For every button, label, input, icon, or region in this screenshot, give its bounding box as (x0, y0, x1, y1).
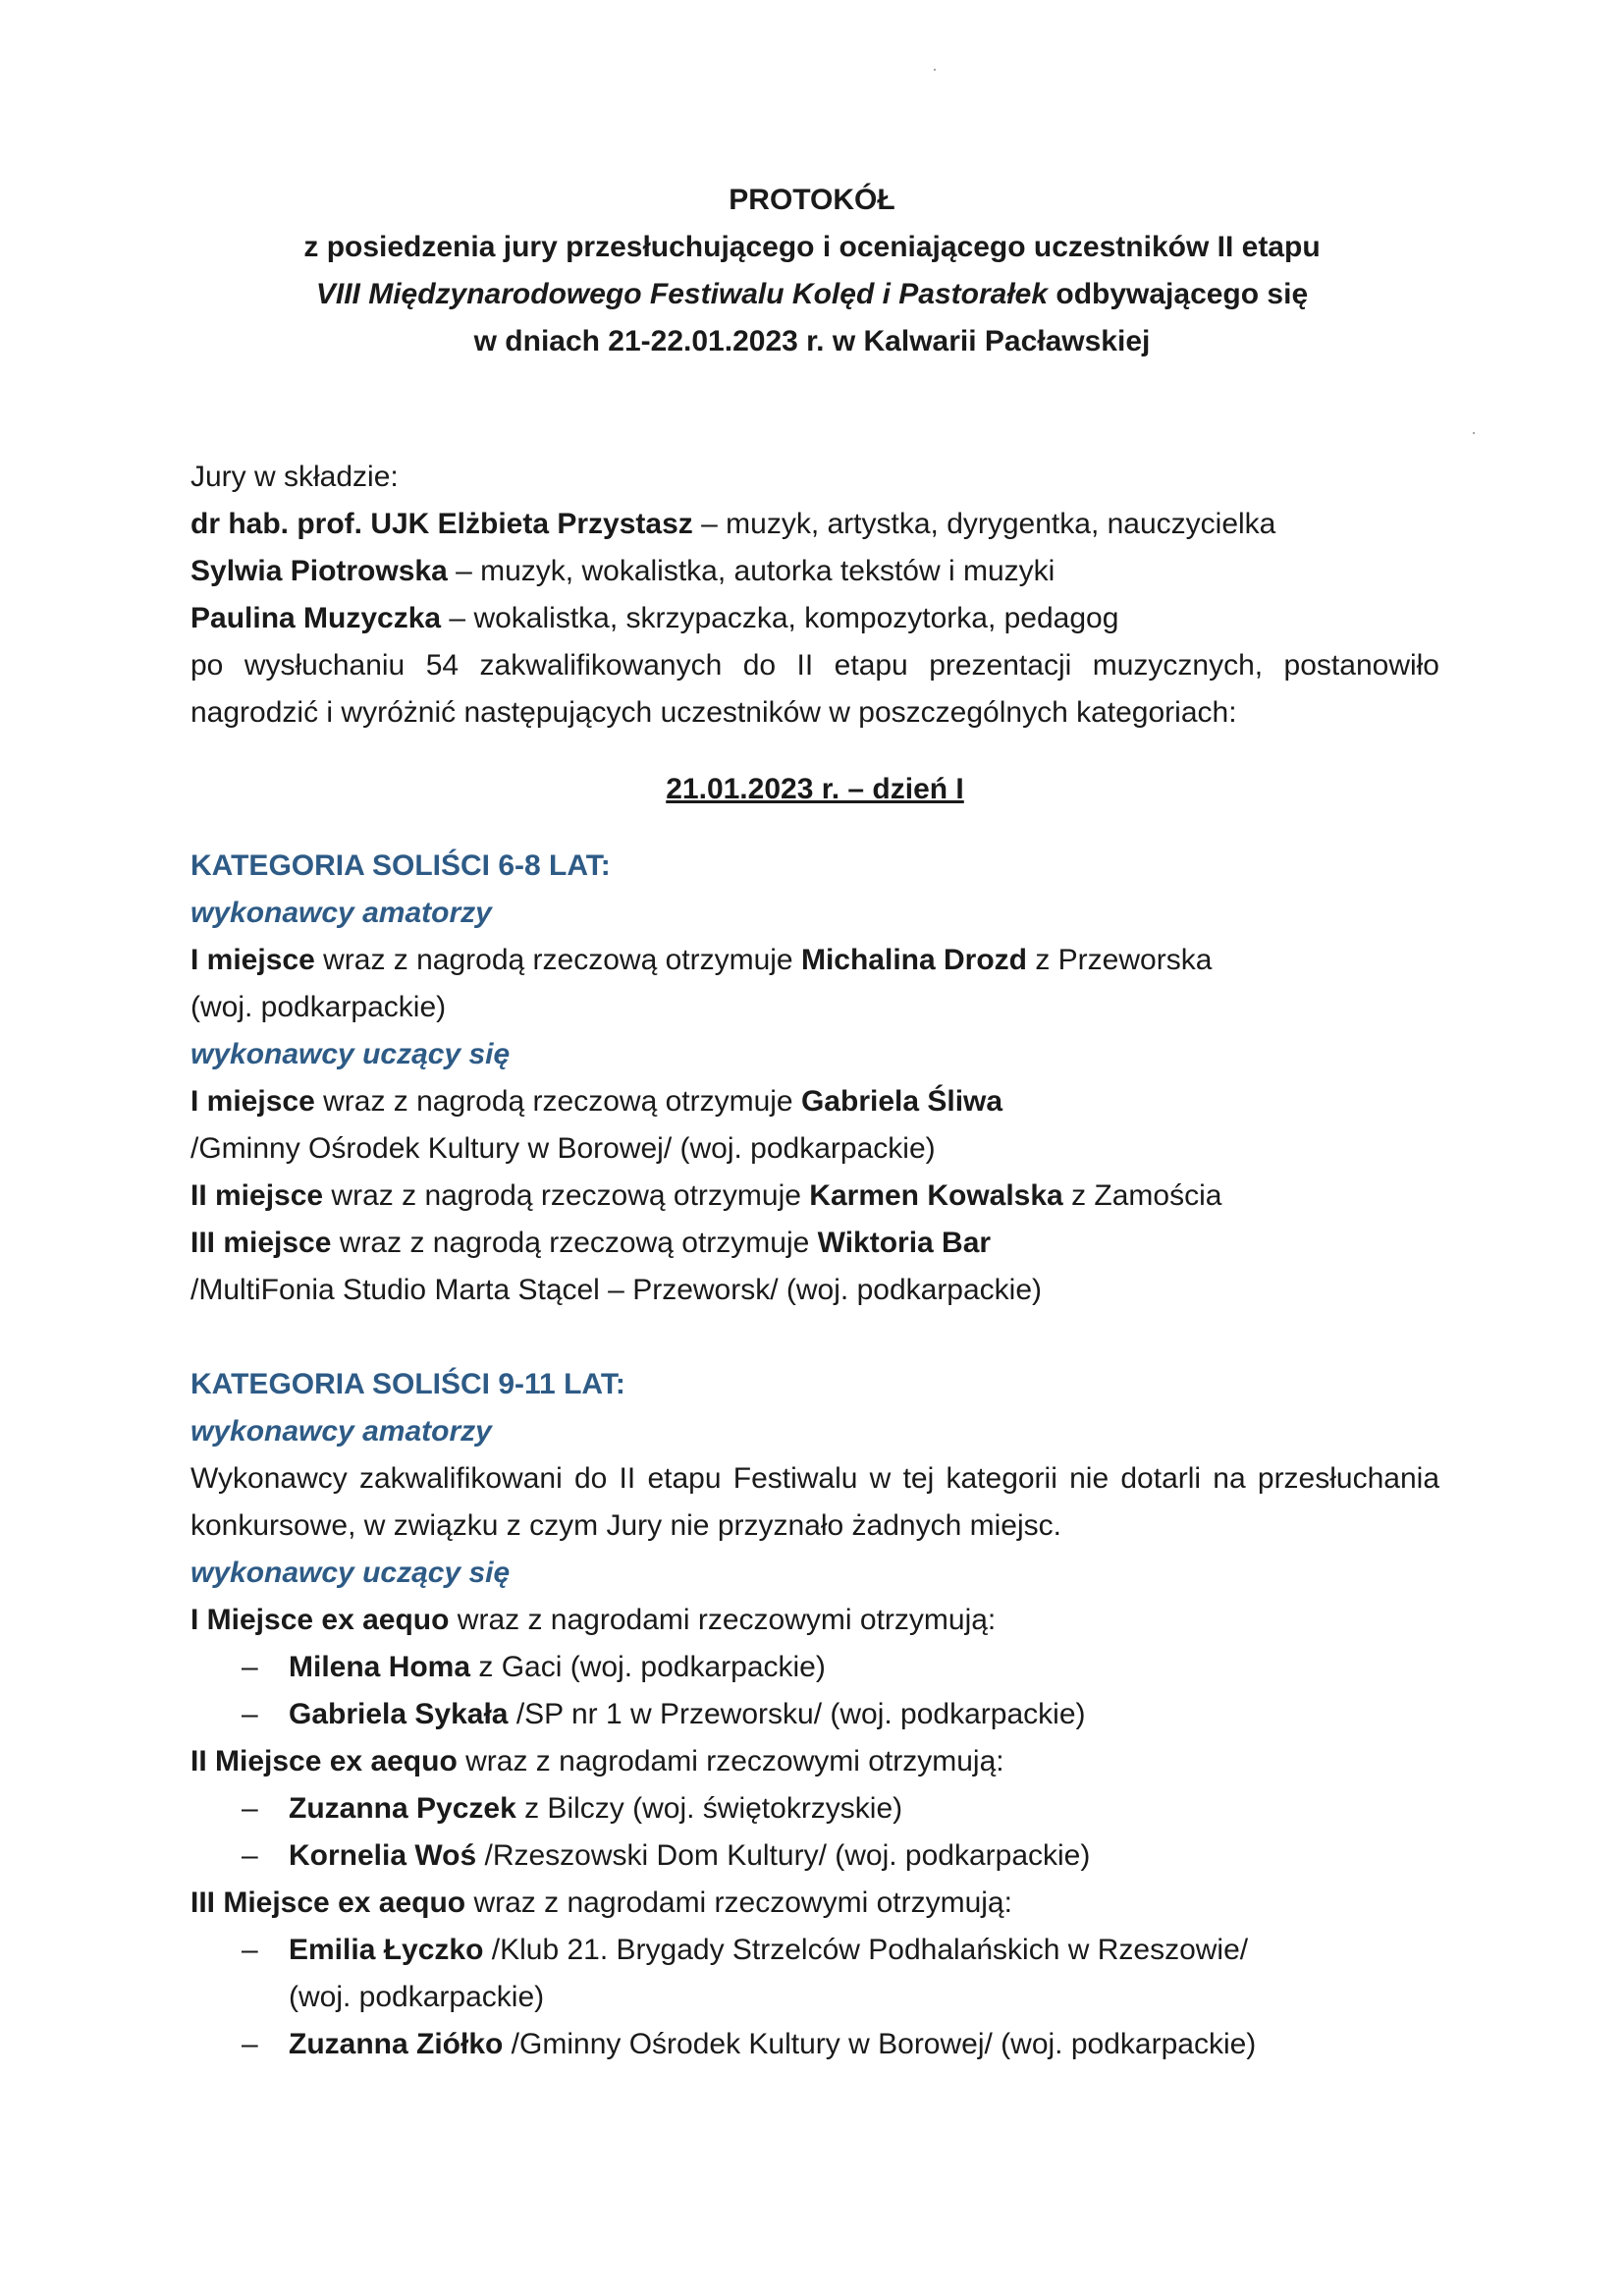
list-item-continued: (woj. podkarpackie) (289, 1981, 545, 2013)
list-item: – Zuzanna Pyczek z Bilczy (woj. świętokrzyskie) (190, 1785, 1439, 1832)
subcategory-label: wykonawcy uczący się (190, 1557, 511, 1589)
list-item: – Kornelia Woś /Rzeszowski Dom Kultury/ (woj. podkarpackie) (190, 1832, 1439, 1880)
award-entry: III miejsce wraz z nagrodą rzeczową otrzymuje Wiktoria Bar (190, 1227, 992, 1259)
subcategory-label: wykonawcy uczący się (190, 1038, 511, 1070)
jury-member: dr hab. prof. UJK Elżbieta Przystasz – muzyk, artystka, dyrygentka, nauczycielka (190, 508, 1276, 540)
jury-intro: Jury w składzie: (190, 461, 399, 493)
list-item: – Zuzanna Ziółko /Gminny Ośrodek Kultury w Borowej/ (woj. podkarpackie) (190, 2021, 1439, 2068)
jury-member: Sylwia Piotrowska – muzyk, wokalistka, autorka tekstów i muzyki (190, 555, 1056, 587)
dash-bullet: – (242, 1651, 258, 1683)
award-group-heading: III Miejsce ex aequo wraz z nagrodami rzeczowymi otrzymują: (190, 1886, 1012, 1919)
award-group-heading: II Miejsce ex aequo wraz z nagrodami rzeczowymi otrzymują: (190, 1745, 1004, 1777)
festival-name: VIII Międzynarodowego Festiwalu Kolęd i Pastorałek (315, 278, 1049, 310)
jury-decision-line: nagrodzić i wyróżnić następujących uczestników w poszczególnych kategoriach: (190, 696, 1237, 729)
category-title: KATEGORIA SOLIŚCI 9-11 LAT: (190, 1368, 625, 1400)
document-header (190, 177, 1434, 365)
note-line: konkursowe, w związku z czym Jury nie przyznało żadnych miejsc. (190, 1509, 1061, 1542)
list-item: – Gabriela Sykała /SP nr 1 w Przeworsku/ (woj. podkarpackie) (190, 1691, 1439, 1738)
spacer (190, 1314, 1439, 1361)
subcategory-label: wykonawcy amatorzy (190, 897, 492, 929)
document-body (190, 454, 1439, 2068)
dash-bullet: – (242, 1839, 258, 1872)
header-line-3: w dniach 21-22.01.2023 r. w Kalwarii Pacławskiej (473, 325, 1151, 357)
day-heading: 21.01.2023 r. – dzień I (666, 773, 964, 805)
award-entry: I miejsce wraz z nagrodą rzeczową otrzymuje Gabriela Śliwa (190, 1085, 1003, 1118)
award-entry: I miejsce wraz z nagrodą rzeczową otrzymuje Michalina Drozd z Przeworska (190, 944, 1213, 976)
jury-member: Paulina Muzyczka – wokalistka, skrzypaczka, kompozytorka, pedagog (190, 602, 1119, 634)
dash-bullet: – (242, 1934, 258, 1966)
dash-bullet: – (242, 1698, 258, 1730)
scan-speck (934, 69, 936, 71)
dash-bullet: – (242, 2028, 258, 2060)
award-entry-continued: /Gminny Ośrodek Kultury w Borowej/ (woj. podkarpackie) (190, 1132, 936, 1165)
header-line-1: z posiedzenia jury przesłuchującego i oceniającego uczestników II etapu (303, 231, 1321, 263)
header-line-2: VIII Międzynarodowego Festiwalu Kolęd i Pastorałek odbywającego się (315, 278, 1309, 310)
category-title: KATEGORIA SOLIŚCI 6-8 LAT: (190, 849, 611, 882)
award-entry-continued: /MultiFonia Studio Marta Stącel – Przeworsk/ (woj. podkarpackie) (190, 1274, 1043, 1306)
scan-speck (1473, 432, 1475, 434)
award-entry: II miejsce wraz z nagrodą rzeczową otrzymuje Karmen Kowalska z Zamościa (190, 1179, 1222, 1212)
award-group-heading: I Miejsce ex aequo wraz z nagrodami rzeczowymi otrzymują: (190, 1604, 997, 1636)
award-entry-continued: (woj. podkarpackie) (190, 991, 447, 1023)
subcategory-label: wykonawcy amatorzy (190, 1415, 492, 1448)
document-title: PROTOKÓŁ (729, 184, 895, 216)
jury-decision-line: po wysłuchaniu 54 zakwalifikowanych do II etapu prezentacji muzycznych, postanowiło (190, 649, 1439, 682)
dash-bullet: – (242, 1792, 258, 1825)
list-item: – Emilia Łyczko /Klub 21. Brygady Strzelców Podhalańskich w Rzeszowie/ (190, 1927, 1439, 1974)
note-line: Wykonawcy zakwalifikowani do II etapu Festiwalu w tej kategorii nie dotarli na przesłuchania (190, 1462, 1439, 1495)
list-item: – Milena Homa z Gaci (woj. podkarpackie) (190, 1644, 1439, 1691)
